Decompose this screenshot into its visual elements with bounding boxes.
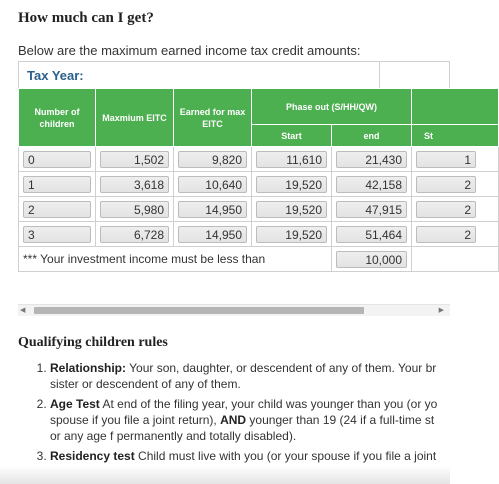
table-row — [19, 222, 499, 247]
phaseout-start-cell[interactable]: 19,520 — [256, 226, 327, 243]
phaseout-start-cell[interactable]: 19,520 — [256, 176, 327, 193]
rule-text: At end of the filing year, your child was younger than you (or yo — [99, 397, 438, 411]
qualifying-rules-list — [14, 360, 486, 468]
intro-text: Below are the maximum earned income tax credit amounts: — [18, 43, 361, 58]
phaseout-end-cell[interactable]: 42,158 — [336, 176, 407, 193]
header-next-partial: St — [412, 125, 499, 147]
phaseout-end-cell[interactable]: 47,915 — [336, 201, 407, 218]
partial-cell[interactable]: 1 — [416, 151, 476, 168]
list-item — [50, 448, 486, 464]
earned-cell[interactable]: 9,820 — [178, 151, 247, 168]
max-eitc-cell[interactable]: 6,728 — [100, 226, 169, 243]
eitc-table — [18, 88, 499, 272]
rule-text: Child must live with you (or your spouse if you file a joint — [134, 449, 437, 463]
max-eitc-cell[interactable]: 5,980 — [100, 201, 169, 218]
phaseout-start-cell[interactable]: 11,610 — [256, 151, 327, 168]
children-cell[interactable]: 0 — [23, 151, 91, 168]
horizontal-scrollbar[interactable] — [18, 304, 450, 316]
header-start: Start — [252, 125, 332, 147]
partial-cell[interactable]: 2 — [416, 226, 476, 243]
scrollbar-thumb[interactable] — [34, 307, 364, 314]
children-cell[interactable]: 1 — [23, 176, 91, 193]
header-next-group — [412, 89, 499, 125]
rule-title: Age Test — [50, 397, 100, 411]
table-row — [19, 147, 499, 172]
partial-cell[interactable]: 2 — [416, 201, 476, 218]
list-item — [50, 360, 486, 392]
qualifying-heading: Qualifying children rules — [18, 335, 168, 350]
max-eitc-cell[interactable]: 3,618 — [100, 176, 169, 193]
children-cell[interactable]: 3 — [23, 226, 91, 243]
header-earned: Earned for max EITC — [174, 89, 252, 147]
investment-note: *** Your investment income must be less than — [19, 247, 332, 272]
eitc-table-scroller[interactable] — [18, 61, 472, 288]
investment-row-extra — [412, 247, 499, 272]
rule-emphasis: AND — [220, 413, 247, 427]
table-row — [19, 172, 499, 197]
earned-cell[interactable]: 14,950 — [178, 201, 247, 218]
list-item — [50, 396, 486, 444]
rule-title: Residency test — [50, 449, 135, 463]
phaseout-end-cell[interactable]: 21,430 — [336, 151, 407, 168]
tax-year-label: Tax Year: — [18, 61, 380, 88]
max-eitc-cell[interactable]: 1,502 — [100, 151, 169, 168]
investment-row — [19, 247, 499, 272]
rule-text: Your son, daughter, or descendent of any of them. Your br — [126, 361, 437, 375]
phaseout-end-cell[interactable]: 51,464 — [336, 226, 407, 243]
rule-text: or any age f permanently and totally disabled). — [50, 429, 297, 443]
bottom-fade — [0, 466, 450, 484]
children-cell[interactable]: 2 — [23, 201, 91, 218]
header-max-eitc: Maxmium EITC — [96, 89, 174, 147]
rule-text: spouse if you file a joint return), — [50, 413, 221, 427]
tax-year-extension — [380, 61, 450, 88]
earned-cell[interactable]: 10,640 — [178, 176, 247, 193]
header-children: Number of children — [19, 89, 96, 147]
page-heading: How much can I get? — [18, 10, 154, 26]
rule-text: younger than 19 (24 if a full-time st — [246, 413, 435, 427]
scroll-right-arrow-icon[interactable]: ▶ — [438, 307, 444, 314]
earned-cell[interactable]: 14,950 — [178, 226, 247, 243]
eitc-table-wrapper — [18, 61, 498, 272]
scroll-left-arrow-icon[interactable]: ◀ — [20, 307, 26, 314]
rule-title: Relationship: — [50, 361, 127, 375]
header-phase-out: Phase out (S/HH/QW) — [252, 89, 412, 125]
header-end: end — [332, 125, 412, 147]
partial-cell[interactable]: 2 — [416, 176, 476, 193]
phaseout-start-cell[interactable]: 19,520 — [256, 201, 327, 218]
investment-limit-cell[interactable]: 10,000 — [336, 251, 407, 268]
table-row — [19, 197, 499, 222]
rule-text: sister or descendent of any of them. — [50, 377, 241, 391]
